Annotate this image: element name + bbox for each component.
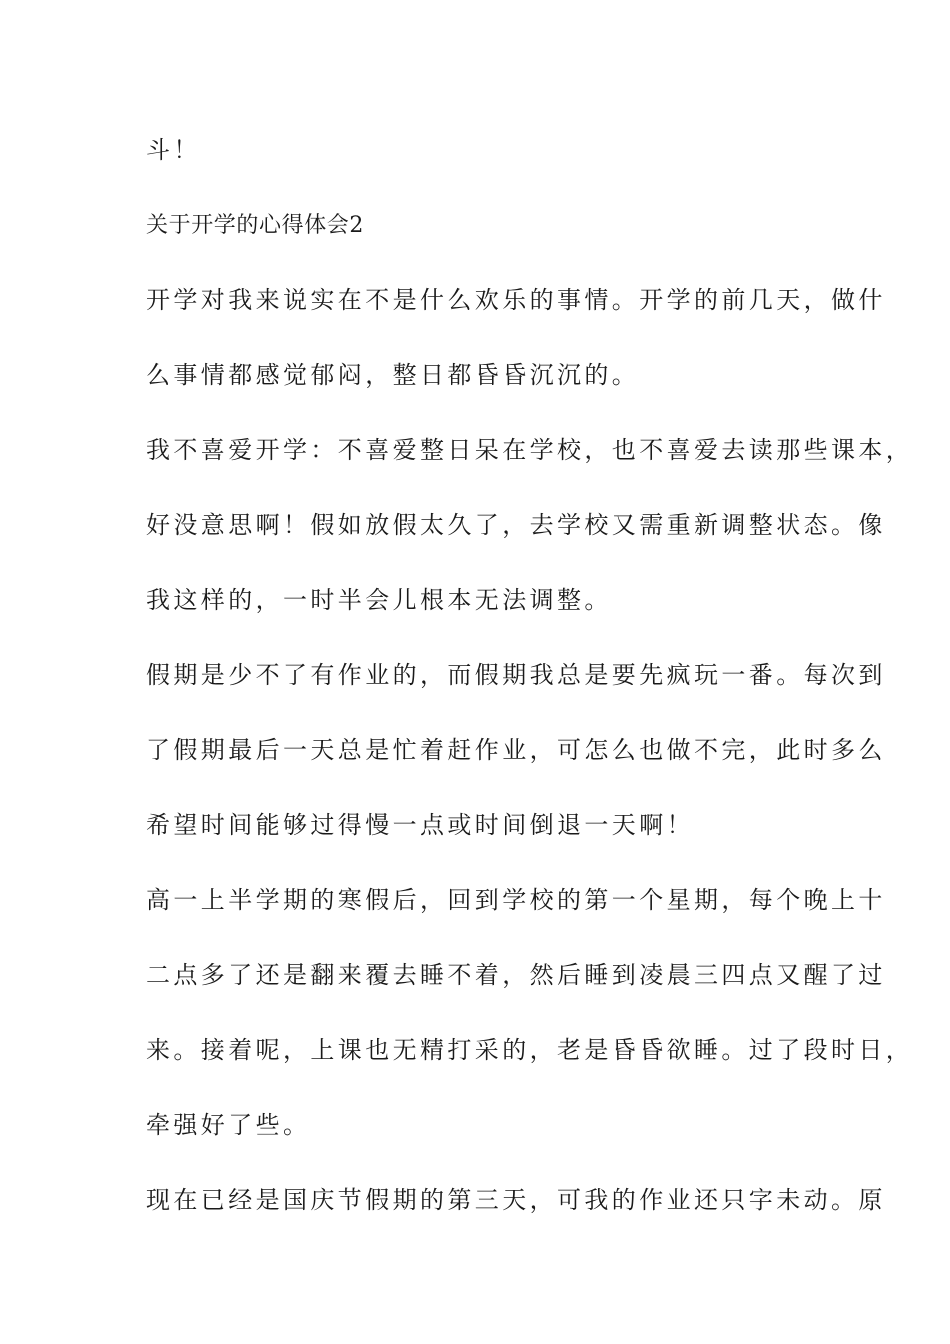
paragraph-3-line-1: 假期是少不了有作业的，而假期我总是要先疯玩一番。每次到 bbox=[146, 661, 886, 689]
paragraph-4-line-1: 高一上半学期的寒假后，回到学校的第一个星期，每个晚上十 bbox=[146, 886, 886, 914]
text-line-continuation: 斗！ bbox=[146, 136, 201, 164]
paragraph-1-line-2: 么事情都感觉郁闷，整日都昏昏沉沉的。 bbox=[146, 361, 640, 389]
section-heading: 关于开学的心得体会2 bbox=[146, 213, 364, 238]
paragraph-1-line-1: 开学对我来说实在不是什么欢乐的事情。开学的前几天，做什 bbox=[146, 286, 886, 314]
paragraph-4-line-3: 来。接着呢，上课也无精打采的，老是昏昏欲睡。过了段时日， bbox=[146, 1036, 914, 1064]
paragraph-2-line-2: 好没意思啊！假如放假太久了，去学校又需重新调整状态。像 bbox=[146, 511, 886, 539]
paragraph-4-line-2: 二点多了还是翻来覆去睡不着，然后睡到凌晨三四点又醒了过 bbox=[146, 961, 886, 989]
paragraph-3-line-2: 了假期最后一天总是忙着赶作业，可怎么也做不完，此时多么 bbox=[146, 736, 886, 764]
paragraph-3-line-3: 希望时间能够过得慢一点或时间倒退一天啊！ bbox=[146, 811, 694, 839]
paragraph-5-line-1: 现在已经是国庆节假期的第三天，可我的作业还只字未动。原 bbox=[146, 1186, 886, 1214]
paragraph-4-line-4: 牵强好了些。 bbox=[146, 1111, 311, 1139]
paragraph-2-line-1: 我不喜爱开学：不喜爱整日呆在学校，也不喜爱去读那些课本， bbox=[146, 436, 914, 464]
paragraph-2-line-3: 我这样的，一时半会儿根本无法调整。 bbox=[146, 586, 612, 614]
